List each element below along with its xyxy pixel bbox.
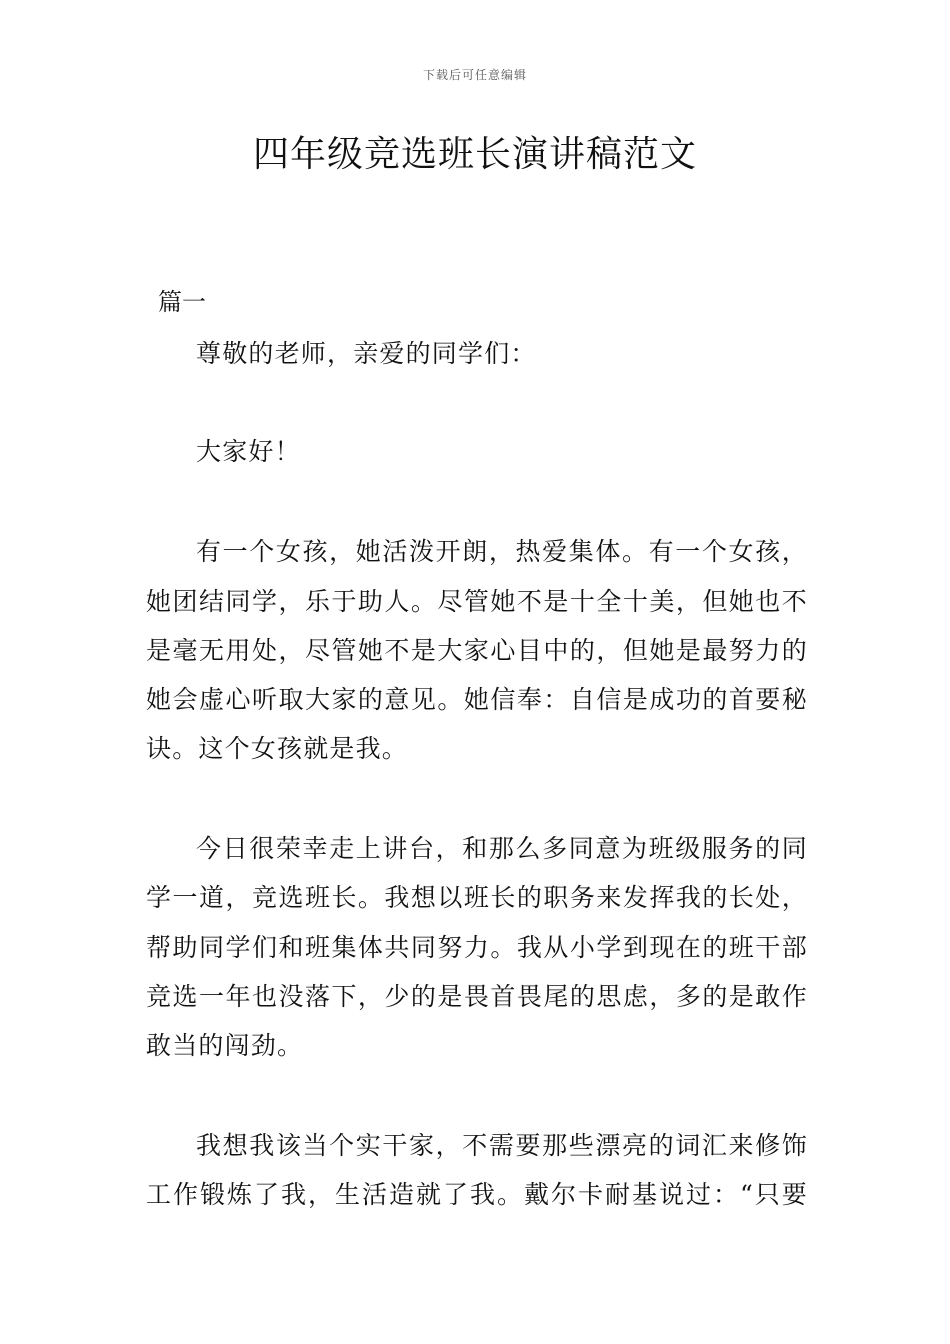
paragraph-line: 有一个女孩，她活泼开朗，热爱集体。有一个女孩， [196, 537, 808, 566]
document-title: 四年级竞选班长演讲稿范文 [252, 134, 697, 175]
paragraph-line: 我想我该当个实干家，不需要那些漂亮的词汇来修饰 [196, 1131, 808, 1160]
paragraph-line: 竞选一年也没落下，少的是畏首畏尾的思虑，多的是敢作 [146, 982, 808, 1011]
paragraph-line: 敢当的闯劲。 [146, 1031, 304, 1060]
paragraph-line: 今日很荣幸走上讲台，和那么多同意为班级服务的同 [196, 834, 808, 863]
header-note: 下载后可任意编辑 [422, 68, 527, 82]
salutation: 尊敬的老师，亲爱的同学们： [196, 339, 537, 368]
paragraph-line: 她团结同学，乐于助人。尽管她不是十全十美，但她也不 [146, 587, 808, 616]
paragraph-line: 帮助同学们和班集体共同努力。我从小学到现在的班干部 [146, 933, 808, 962]
paragraph-line: 她会虚心听取大家的意见。她信奉：自信是成功的首要秘 [146, 685, 808, 714]
paragraph-line: 是毫无用处，尽管她不是大家心目中的，但她是最努力的 [146, 636, 808, 665]
paragraph-line: 工作锻炼了我，生活造就了我。戴尔卡耐基说过：“只要 [146, 1180, 808, 1209]
paragraph-line: 学一道，竞选班长。我想以班长的职务来发挥我的长处， [146, 883, 808, 912]
greeting: 大家好！ [196, 437, 301, 466]
section-label: 篇一 [158, 288, 206, 316]
paragraph-line: 诀。这个女孩就是我。 [146, 734, 409, 763]
